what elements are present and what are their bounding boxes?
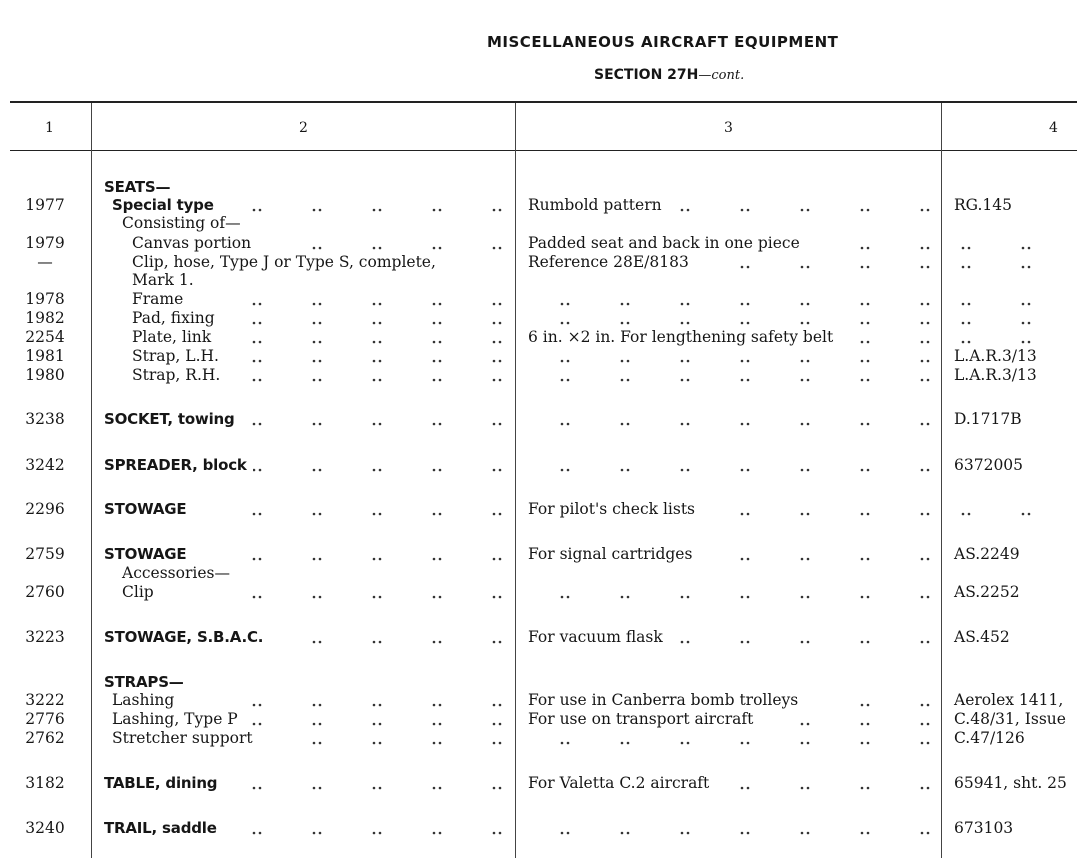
dot-leader-col3 [837, 328, 934, 346]
dot-leader-col3 [540, 366, 934, 384]
table-row [0, 328, 1077, 346]
part-number: Aerolex 1411, [954, 691, 1064, 709]
dot-leader-col3 [696, 545, 934, 563]
table-row [0, 456, 1077, 474]
part-number: 65941, sht. 25 [954, 774, 1067, 792]
dot-leader-col3 [667, 628, 934, 646]
item-description: Canvas portion [132, 234, 252, 252]
reference-number: 3242 [25, 456, 65, 474]
reference-number: 3223 [25, 628, 65, 646]
table-row [0, 545, 1077, 563]
dot-leader-col2 [240, 328, 506, 346]
part-number: 673103 [954, 819, 1014, 837]
item-description: STRAPS— [104, 673, 184, 691]
section-title: SECTION 27H—cont. [594, 67, 745, 83]
reference-number: 3182 [25, 774, 65, 792]
table-row [0, 691, 1077, 709]
dot-leader-col3 [699, 500, 934, 518]
item-description: Mark 1. [132, 271, 194, 289]
dot-leader-col3 [540, 290, 934, 308]
table-row [0, 673, 1077, 691]
part-number: AS.2249 [954, 545, 1020, 563]
item-description: SPREADER, block [104, 456, 247, 474]
reference-number: 2776 [25, 710, 65, 728]
dot-leader-col2 [240, 366, 506, 384]
table-row [0, 178, 1077, 196]
reference-number: 1978 [25, 290, 65, 308]
dot-leader-col2 [240, 583, 506, 601]
dot-leader-col2 [259, 729, 506, 747]
reference-number: 1980 [25, 366, 65, 384]
item-description: Strap, L.H. [132, 347, 219, 365]
table-row [0, 583, 1077, 601]
item-description: Pad, fixing [132, 309, 215, 327]
dot-leader-col3 [757, 710, 934, 728]
part-number: C.48/31, Issue [954, 710, 1066, 728]
dot-leader-col2 [240, 309, 506, 327]
dot-leader-col3 [713, 774, 934, 792]
top-rule [10, 101, 1077, 103]
item-description: Stretcher support [112, 729, 253, 747]
item-description: Clip [122, 583, 154, 601]
dot-leader-col2 [240, 500, 506, 518]
table-row [0, 290, 1077, 308]
column-header-4: 4 [1049, 120, 1058, 136]
item-description: SEATS— [104, 178, 171, 196]
dot-leader-col4 [948, 290, 1035, 308]
column-header-2: 2 [299, 120, 308, 136]
dot-leader-col2 [240, 196, 506, 214]
item-description: SOCKET, towing [104, 410, 235, 428]
reference-number: 2762 [25, 729, 65, 747]
table-row [0, 253, 1077, 271]
item-description: Plate, link [132, 328, 212, 346]
reference-number: 1981 [25, 347, 65, 365]
part-number: RG.145 [954, 196, 1013, 214]
item-remark: For pilot's check lists [528, 500, 696, 518]
table-row [0, 710, 1077, 728]
dot-leader-col2 [240, 691, 506, 709]
column-header-1: 1 [45, 120, 54, 136]
item-remark: Padded seat and back in one piece [528, 234, 800, 252]
item-description: Consisting of— [122, 214, 241, 232]
part-number: C.47/126 [954, 729, 1025, 747]
item-description: Lashing, Type P [112, 710, 238, 728]
dot-leader-col2 [240, 774, 506, 792]
item-description: Special type [112, 196, 214, 214]
part-number: AS.452 [954, 628, 1010, 646]
dot-leader-col2 [257, 234, 506, 252]
item-description: Lashing [112, 691, 175, 709]
table-row [0, 309, 1077, 327]
table-row [0, 819, 1077, 837]
dot-leader-col3 [540, 583, 934, 601]
part-number: 6372005 [954, 456, 1024, 474]
reference-number: 1982 [25, 309, 65, 327]
table-row [0, 347, 1077, 365]
dot-leader-col3 [540, 347, 934, 365]
item-description: Strap, R.H. [132, 366, 221, 384]
table-row [0, 500, 1077, 518]
dot-leader-col2 [241, 410, 506, 428]
part-number: D.1717B [954, 410, 1022, 428]
column-header-3: 3 [724, 120, 733, 136]
table-row [0, 196, 1077, 214]
reference-number: 3240 [25, 819, 65, 837]
dot-leader-col3 [540, 456, 934, 474]
dot-leader-col2 [240, 819, 506, 837]
item-remark: For signal cartridges [528, 545, 693, 563]
dot-leader-col3 [666, 196, 934, 214]
reference-number: — [37, 253, 53, 271]
page-title: MISCELLANEOUS AIRCRAFT EQUIPMENT [487, 33, 839, 51]
table-row [0, 774, 1077, 792]
dot-leader-col4 [948, 253, 1035, 271]
dot-leader-col3 [540, 819, 934, 837]
dot-leader-col4 [948, 234, 1035, 252]
item-remark: For vacuum flask [528, 628, 663, 646]
table-row [0, 271, 1077, 289]
dot-leader-col4 [948, 500, 1035, 518]
reference-number: 2296 [25, 500, 65, 518]
item-remark: Reference 28E/8183 [528, 253, 689, 271]
part-number: AS.2252 [954, 583, 1020, 601]
item-description: TABLE, dining [104, 774, 218, 792]
dot-leader-col2 [240, 347, 506, 365]
part-number: L.A.R.3/13 [954, 366, 1037, 384]
reference-number: 1979 [25, 234, 65, 252]
dot-leader-col2 [240, 290, 506, 308]
dot-leader-col3 [804, 234, 934, 252]
dot-leader-col2 [244, 710, 506, 728]
table-row [0, 234, 1077, 252]
reference-number: 1977 [25, 196, 65, 214]
dot-leader-col2 [253, 456, 506, 474]
header-rule [10, 150, 1077, 151]
item-remark: For use on transport aircraft [528, 710, 754, 728]
table-row [0, 410, 1077, 428]
part-number: L.A.R.3/13 [954, 347, 1037, 365]
item-remark: 6 in. ×2 in. For lengthening safety belt [528, 328, 834, 346]
reference-number: 2760 [25, 583, 65, 601]
item-remark: Rumbold pattern [528, 196, 662, 214]
dot-leader-col3 [540, 729, 934, 747]
item-remark: For Valetta C.2 aircraft [528, 774, 710, 792]
dot-leader-col3 [693, 253, 934, 271]
dot-leader-col3 [802, 691, 934, 709]
item-remark: For use in Canberra bomb trolleys [528, 691, 799, 709]
dot-leader-col4 [948, 328, 1035, 346]
item-description: Frame [132, 290, 184, 308]
reference-number: 2759 [25, 545, 65, 563]
reference-number: 2254 [25, 328, 65, 346]
item-description: Clip, hose, Type J or Type S, complete, [132, 253, 436, 271]
item-description: TRAIL, saddle [104, 819, 217, 837]
table-row [0, 628, 1077, 646]
dot-leader-col3 [540, 410, 934, 428]
reference-number: 3238 [25, 410, 65, 428]
dot-leader-col3 [540, 309, 934, 327]
table-row [0, 366, 1077, 384]
dot-leader-col4 [948, 309, 1035, 327]
item-description: STOWAGE [104, 545, 187, 563]
table-row [0, 729, 1077, 747]
item-description: STOWAGE, S.B.A.C. [104, 628, 264, 646]
reference-number: 3222 [25, 691, 65, 709]
dot-leader-col2 [240, 545, 506, 563]
table-row [0, 564, 1077, 582]
table-row [0, 214, 1077, 232]
item-description: STOWAGE [104, 500, 187, 518]
item-description: Accessories— [122, 564, 230, 582]
dot-leader-col2 [269, 628, 506, 646]
